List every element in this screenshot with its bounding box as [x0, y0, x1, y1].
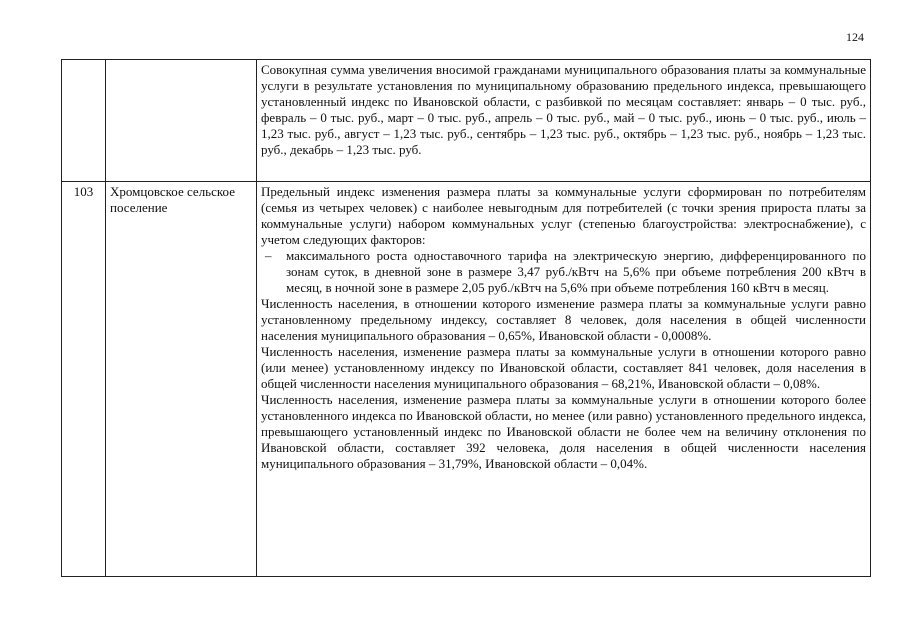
municipality-name-cell — [106, 60, 257, 182]
row-number-cell — [62, 60, 106, 182]
population-less-paragraph: Численность населения, изменение размера платы за коммунальные услуги в отношении которого равно (или менее) установленному индексу по Ивановской области, составляет 841 человек, доля населения в общей численности населения муниципального образования – 68,21%, Ивановской области – 0,08%. — [261, 344, 866, 391]
population-more-paragraph: Численность населения, изменение размера платы за коммунальные услуги в отношении которого более установленного индекса по Ивановской области, но менее (или равно) установленного предельного индекса, превышающего установленный индекс по Ивановской области не более чем на величину отклонения по Ивановской области, составляет 392 человека, доля населения в общей численности населения муниципального образования – 31,79%, Ивановской области – 0,04%. — [261, 392, 866, 471]
municipality-name-cell: Хромцовское сельское поселение — [106, 182, 257, 577]
list-item-text: максимального роста одноставочного тарифа на электрическую энергию, дифференцированного по зонам суток, в дневной зоне в размере 3,47 руб./кВтч на 5,6% при объеме потребления 200 кВтч в месяц, в ночной зоне в размере 2,05 руб./кВтч на 5,6% при объеме потребления 160 кВтч в месяц. — [286, 248, 866, 295]
dash-bullet: – — [265, 248, 272, 263]
page-number: 124 — [846, 30, 864, 44]
factors-list — [261, 248, 866, 296]
document-table — [61, 59, 871, 577]
row-number-cell: 103 — [62, 182, 106, 577]
table-row — [62, 60, 871, 182]
population-equal-paragraph: Численность населения, в отношении которого изменение размера платы за коммунальные услуги равно установленному предельному индексу, составляет 8 человек, доля населения в общей численности населения муниципального образования – 0,65%, Ивановской области - 0,0008%. — [261, 296, 866, 343]
table-row — [62, 182, 871, 577]
index-intro-paragraph: Предельный индекс изменения размера платы за коммунальные услуги сформирован по потребителям (семья из четырех человек) с наиболее невыгодным для потребителей (с точки зрения прироста платы за коммунальные услуги) набором коммунальных услуг (степенью благоустройства: электроснабжение), с учетом следующих факторов: — [261, 184, 866, 247]
description-cell — [257, 182, 871, 577]
description-cell — [257, 60, 871, 182]
list-item — [261, 248, 866, 296]
monthly-increase-paragraph: Совокупная сумма увеличения вносимой гражданами муниципального образования платы за коммунальные услуги в результате установления по муниципальному образованию предельного индекса, превышающего установленный индекс по Ивановской области, с разбивкой по месяцам составляет: январь – 0 тыс. руб., февраль – 0 тыс. руб., март – 0 тыс. руб., апрель – 0 тыс. руб., май – 0 тыс. руб., июнь – 0 тыс. руб., июль – 1,23 тыс. руб., август – 1,23 тыс. руб., сентябрь – 1,23 тыс. руб., октябрь – 1,23 тыс. руб., ноябрь – 1,23 тыс. руб., декабрь – 1,23 тыс. руб. — [261, 62, 866, 157]
